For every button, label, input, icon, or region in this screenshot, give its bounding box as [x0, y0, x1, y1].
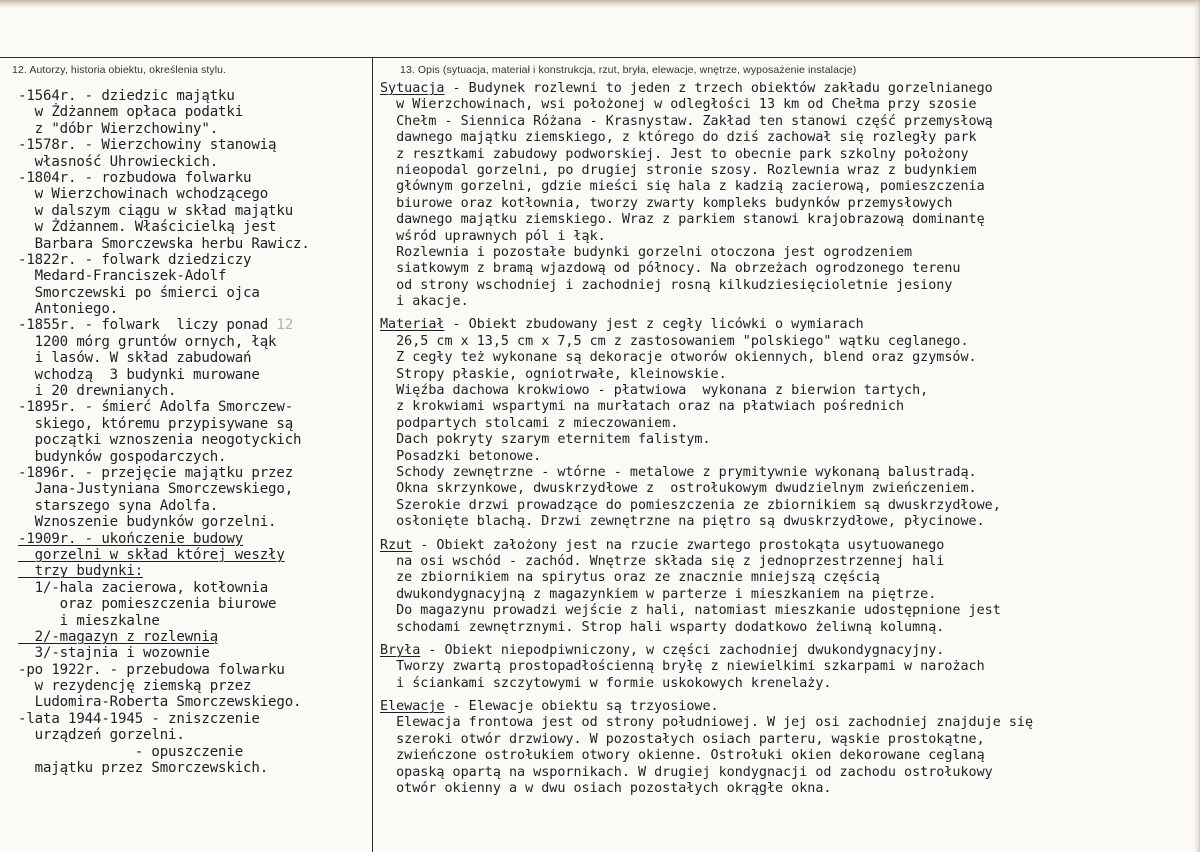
history-line: -1564r. - dziedzic majątku [18, 88, 235, 104]
history-line: budynków gospodarczych. [18, 448, 227, 465]
history-line: -1822r. - folwark dziedziczy [18, 251, 252, 268]
history-line: -1855r. - folwark liczy ponad 12 [18, 317, 294, 334]
description-line: Dach pokryty szarym eternitem falistym. [380, 432, 711, 448]
description-line: na osi wschód - zachód. Wnętrze składa się z jednoprzestrzennej hali [380, 553, 945, 569]
history-line: początki wznoszenia neogotyckich [18, 432, 302, 449]
description-line: i ściankami szczytowymi w formie uskokowych krenelaży. [380, 675, 832, 691]
section-plan [380, 538, 1180, 636]
description-line: głównym gorzelni, gdzie mieści się hala z kadzią zacierową, pomieszczenia [380, 179, 985, 195]
history-line: i 20 drewnianych. [18, 383, 177, 400]
history-line: -1895r. - śmierć Adolfa Smorczew- [18, 399, 294, 416]
description-line: ze zbiornikiem na spirytus oraz ze znacznie mniejszą częścią [380, 570, 880, 586]
history-line: i lasów. W skład zabudowań [18, 350, 252, 367]
page-edge-right [1194, 0, 1200, 852]
section-heading-line: Bryła - Obiekt niepodpiwniczony, w części zachodniej dwukondygnacyjny. [380, 642, 945, 658]
history-line: -1804r. - rozbudowa folwarku [18, 169, 252, 186]
history-line: starszego syna Adolfa. [18, 497, 219, 514]
history-line: 1200 mórg gruntów ornych, łąk [18, 333, 277, 350]
history-line: urządzeń gorzelni. [18, 727, 185, 744]
history-line: -po 1922r. - przebudowa folwarku [18, 661, 285, 678]
section-gap [380, 531, 1180, 538]
section-heading-line: Elewacje - Elewacje obiektu są trzyosiowe. [380, 699, 719, 715]
description-column-header: 13. Opis (sytuacja, materiał i konstrukcja, rzut, bryła, elewacje, wnętrze, wyposażenie instalacje) [400, 64, 857, 76]
description-line: Chełm - Siennica Różana - Krasnystaw. Zakład ten stanowi część przemysłową [380, 113, 993, 129]
section-heading-line: Rzut - Obiekt założony jest na rzucie zwartego prostokąta usytuowanego [380, 537, 945, 553]
section-heading: Elewacje [380, 699, 445, 715]
description-line: opaską opartą na wspornikach. W drugiej kondygnacji od zachodu ostrołukowy [380, 764, 993, 780]
history-line: - opuszczenie [18, 743, 244, 760]
section-heading: Bryła [380, 642, 421, 658]
section-situation [380, 81, 1180, 310]
description-line: Okna skrzynkowe, dwuskrzydłowe z ostrołukowym dwudzielnym zwieńczeniem. [380, 481, 977, 497]
description-line: szeroki otwór drzwiowy. W pozostałych osiach parteru, wąskie prostokątne, [380, 731, 985, 747]
history-line: Antoniego. [18, 301, 119, 318]
description-column [380, 81, 1180, 797]
history-line: 3/-stajnia i wozownie [18, 645, 210, 662]
history-line: Jana-Justyniana Smorczewskiego, [18, 481, 294, 498]
description-line: Szerokie drzwi prowadzące do pomieszczenia ze zbiornikiem są dwuskrzydłowe, [380, 497, 1001, 513]
history-line: 1/-hala zacierowa, kotłownia [18, 579, 269, 596]
description-line: od strony wschodniej i zachodniej rosną kilkudziesięcioletnie jesiony [380, 277, 953, 293]
description-line: siatkowym z bramą wjazdową od północy. Na obrzeżach ogrodzonego terenu [380, 261, 961, 277]
description-line: biurowe oraz kotłownia, tworzy zwarty kompleks budynków przemysłowych [380, 195, 953, 211]
description-line: w Wierzchowinach, wsi położonej w odległości 13 km od Chełma przy szosie [380, 97, 977, 113]
header-rule [0, 57, 1200, 58]
section-mass [380, 643, 1180, 692]
history-line: wchodzą 3 budynki murowane [18, 366, 260, 383]
history-line: trzy budynki: [18, 563, 144, 580]
history-column [18, 88, 368, 776]
history-line: z "dóbr Wierzchowiny". [18, 120, 219, 137]
history-line: własność Uhrowieckich. [18, 153, 219, 170]
history-line: Wznoszenie budynków gorzelni. [18, 514, 277, 531]
section-heading-line: Sytuacja - Budynek rozlewni to jeden z trzech obiektów zakładu gorzelnianego [380, 81, 993, 96]
description-line: z krokwiami wspartymi na murłatach oraz na płatwiach pośrednich [380, 399, 905, 415]
description-line: Stropy płaskie, ogniotrwałe, kleinowskie. [380, 366, 727, 382]
history-line: skiego, któremu przypisywane są [18, 415, 294, 432]
description-line: Więźba dachowa krokwiowo - płatwiowa wykonana z bierwion tartych, [380, 383, 929, 399]
history-line: Smorczewski po śmierci ojca [18, 284, 260, 301]
column-divider [372, 58, 373, 852]
description-line: z resztkami zabudowy podworskiej. Jest to obecnie park szkolny położony [380, 146, 969, 162]
section-heading-line: Materiał - Obiekt zbudowany jest z cegły licówki o wymiarach [380, 317, 864, 333]
history-line: majątku przez Smorczewskich. [18, 760, 269, 777]
history-line: Ludomira-Roberta Smorczewskiego. [18, 694, 302, 711]
section-heading: Materiał [380, 317, 445, 333]
description-line: dawnego majątku ziemskiego. Wraz z parkiem stanowi krajobrazową dominantę [380, 212, 985, 228]
description-line: Posadzki betonowe. [380, 448, 542, 464]
description-line: i akacje. [380, 294, 469, 310]
history-line: oraz pomieszczenia biurowe [18, 596, 277, 613]
history-line: i mieszkalne [18, 612, 160, 629]
history-line: w rezydencję ziemską przez [18, 678, 252, 695]
history-line: -1578r. - Wierzchowiny stanowią [18, 137, 277, 154]
history-line: -1909r. - ukończenie budowy [18, 530, 244, 547]
description-line: wśród uprawnych pól i łąk. [380, 228, 606, 244]
page-edge-top [0, 0, 1200, 8]
description-line: Z cegły też wykonane są dekoracje otworów okiennych, blend oraz gzymsów. [380, 350, 977, 366]
history-line: w Wierzchowinach wchodzącego [18, 186, 269, 203]
history-line: w Żdżannem. Właścicielką jest [18, 219, 277, 236]
section-gap [380, 692, 1180, 699]
section-gap [380, 636, 1180, 643]
description-line: nieopodal gorzelni, po drugiej stronie szosy. Rozlewnia wraz z budynkiem [380, 162, 977, 178]
history-column-header: 12. Autorzy, historia obiektu, określenia stylu. [12, 64, 227, 76]
history-line: w dalszym ciągu w skład majątku [18, 202, 294, 219]
section-material [380, 317, 1180, 530]
description-line: dwukondygnacyjną z magazynkiem w parterze i mieszkaniem na piętrze. [380, 586, 937, 602]
description-line: Schody zewnętrzne - wtórne - metalowe z prymitywnie wykonaną balustradą. [380, 464, 977, 480]
description-line: podpartych stolcami z mieczowaniem. [380, 415, 679, 431]
description-line: zwieńczone ostrołukiem otwory okienne. Ostrołuki okien dekorowane ceglaną [380, 748, 985, 764]
description-line: Rozlewnia i pozostałe budynki gorzelni otoczona jest ogrodzeniem [380, 244, 913, 260]
description-line: osłonięte blachą. Drzwi zewnętrzne na piętro są dwuskrzydłowe, płycinowe. [380, 514, 985, 530]
description-line: Tworzy zwartą prostopadłościenną bryłę z niewielkimi szkarpami w narożach [380, 659, 985, 675]
description-line: otwór okienny a w dwu osiach pozostałych okrągłe okna. [380, 781, 832, 797]
history-line: Medard-Franciszek-Adolf [18, 268, 227, 285]
description-line: schodami zewnętrznymi. Strop hali wsparty dodatkowo żeliwną kolumną. [380, 619, 945, 635]
description-line: Do magazynu prowadzi wejście z hali, natomiast mieszkanie udostępnione jest [380, 603, 1001, 619]
history-line: w Żdżannem opłaca podatki [18, 104, 244, 121]
history-line: -1896r. - przejęcie majątku przez [18, 464, 294, 481]
section-elevations [380, 699, 1180, 797]
history-line: 2/-magazyn z rozlewnią [18, 628, 219, 645]
history-line: gorzelni w skład której weszły [18, 546, 285, 563]
section-heading: Sytuacja [380, 81, 445, 96]
description-line: 26,5 cm x 13,5 cm x 7,5 cm z zastosowaniem "polskiego" wątku ceglanego. [380, 333, 969, 349]
description-line: Elewacja frontowa jest od strony południowej. W jej osi zachodniej znajduje się [380, 715, 1034, 731]
history-line: -lata 1944-1945 - zniszczenie [18, 710, 260, 727]
section-heading: Rzut [380, 537, 413, 553]
history-line: Barbara Smorczewska herbu Rawicz. [18, 235, 310, 252]
description-line: dawnego majątku ziemskiego, z którego do dziś zachował się rozległy park [380, 130, 977, 146]
